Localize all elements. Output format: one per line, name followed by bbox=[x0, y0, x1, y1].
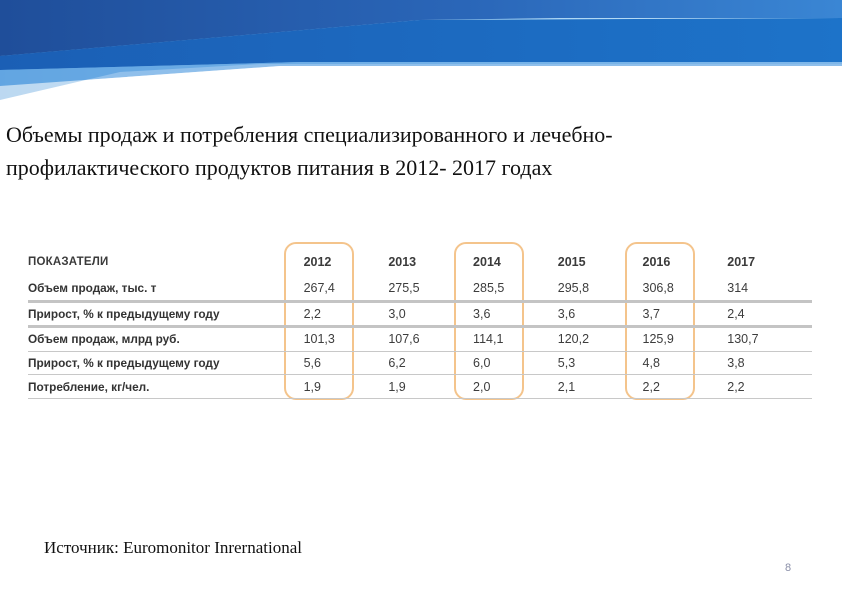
table-cell: 267,4 bbox=[303, 281, 335, 296]
table-cell: 5,6 bbox=[303, 356, 321, 371]
table-cell: 3,8 bbox=[727, 356, 745, 371]
table-cell: 2,2 bbox=[303, 306, 321, 321]
slide-title bbox=[6, 118, 826, 184]
source-note: Источник: Euromonitor Inrernational bbox=[44, 538, 302, 557]
row-label: Прирост, % к предыдущему году bbox=[28, 306, 220, 321]
table-row bbox=[28, 301, 812, 327]
table-cell: 1,9 bbox=[388, 379, 406, 394]
table-cell: 107,6 bbox=[388, 332, 420, 347]
table-cell: 1,9 bbox=[303, 379, 321, 394]
slide-title-line-1: Объемы продаж и потребления специализированного и лечебно- bbox=[6, 122, 613, 147]
sales-consumption-table bbox=[28, 246, 812, 406]
table-cell: 4,8 bbox=[642, 356, 660, 371]
table-cell: 130,7 bbox=[727, 332, 759, 347]
table-header-row bbox=[28, 246, 812, 277]
header-banner bbox=[0, 0, 842, 100]
slide-title-line-2: профилактического продуктов питания в 2012- 2017 годах bbox=[6, 155, 553, 180]
table-cell: 2,2 bbox=[642, 379, 660, 394]
table-cell: 5,3 bbox=[557, 356, 576, 371]
table-cell: 3,0 bbox=[388, 306, 406, 321]
table-cell: 2,2 bbox=[727, 379, 745, 394]
table-cell: 3,6 bbox=[473, 306, 491, 321]
table-cell: 285,5 bbox=[473, 281, 505, 296]
table-cell: 3,7 bbox=[642, 306, 660, 321]
table-cell: 2,1 bbox=[557, 379, 576, 394]
table-cell: 2,4 bbox=[727, 306, 745, 321]
header-year: 2013 bbox=[388, 254, 417, 269]
table-row bbox=[28, 327, 812, 352]
header-indicators: ПОКАЗАТЕЛИ bbox=[28, 255, 109, 268]
table-row bbox=[28, 375, 812, 399]
row-label: Прирост, % к предыдущему году bbox=[28, 356, 220, 371]
header-year: 2016 bbox=[642, 254, 671, 269]
row-label: Объем продаж, тыс. т bbox=[28, 281, 157, 296]
table-cell: 101,3 bbox=[303, 332, 335, 347]
table-cell: 275,5 bbox=[388, 281, 420, 296]
table-cell: 6,2 bbox=[388, 356, 406, 371]
row-label: Объем продаж, млрд руб. bbox=[28, 332, 180, 347]
table-cell: 295,8 bbox=[557, 281, 590, 296]
row-label: Потребление, кг/чел. bbox=[28, 379, 150, 394]
data-table bbox=[28, 246, 812, 399]
table-row bbox=[28, 277, 812, 301]
table-cell: 6,0 bbox=[473, 356, 491, 371]
table-cell: 314 bbox=[727, 281, 749, 296]
header-year: 2017 bbox=[727, 254, 756, 269]
page-number: 8 bbox=[785, 562, 792, 574]
header-year: 2014 bbox=[473, 254, 501, 269]
table-cell: 306,8 bbox=[642, 281, 674, 296]
table-cell: 2,0 bbox=[473, 379, 491, 394]
table-cell: 3,6 bbox=[557, 306, 576, 321]
header-year: 2015 bbox=[557, 254, 586, 269]
table-cell: 120,2 bbox=[557, 332, 590, 347]
header-year: 2012 bbox=[303, 254, 332, 269]
table-cell: 125,9 bbox=[642, 332, 674, 347]
table-row bbox=[28, 351, 812, 375]
table-cell: 114,1 bbox=[473, 332, 504, 347]
